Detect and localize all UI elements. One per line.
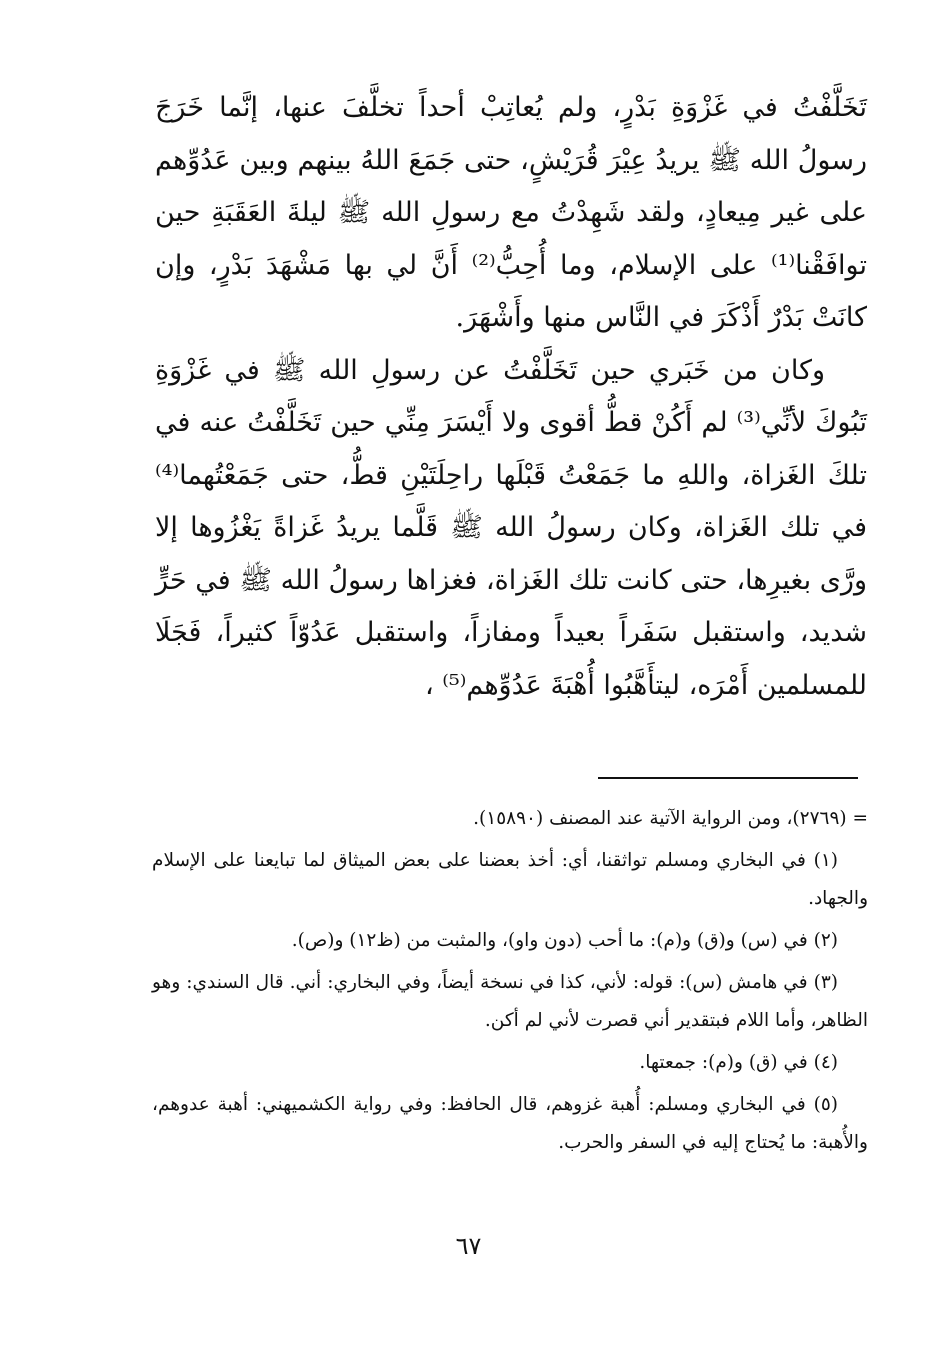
footnotes xyxy=(152,800,868,1166)
footnote-3: (٣) في هامش (س): قوله: لأني، كذا في نسخة أيضاً، وفي البخاري: أني. قال السندي: وهو الظاهر، وأما اللام فبتقدير أني قصرت لأني لم أكن. xyxy=(152,972,868,1031)
main-paragraph-2: وكان من خَبَري حين تَخَلَّفْتُ عن رسولِ الله ﷺ في غَزْوَةِ تَبُوكَ لأنِّي⁽³⁾ لم أَكُنْ قطُّ أقوى ولا أَيْسَرَ مِنِّي حين تَخَلَّفْتُ عنه في تلكَ الغَزاة، واللهِ ما جَمَعْتُ قَبْلَها راحِلَتَيْنِ قطُّ، حتى جَمَعْتُهما⁽⁴⁾ في تلك الغَزاة، وكان رسولُ الله ﷺ قَلَّما يريدُ غَزاةً يَغْزُوها إلا ورَّى بغيرِها، حتى كانت تلك الغَزاة، فغزاها رسولُ الله ﷺ في حَرٍّ شديد، واستقبل سَفَراً بعيداً ومفازاً، واستقبل عَدُوّاً كثيراً، فَجَلَا للمسلمين أَمْرَه، ليتأَهَّبُوا أُهْبَةَ عَدُوِّهم⁽⁵⁾ ، xyxy=(155,354,868,701)
footnote-1: (١) في البخاري ومسلم تواثقنا، أي: أخذ بعضنا على بعض الميثاق لما تبايعنا على الإسلام والجهاد. xyxy=(152,850,868,909)
footnote-4: (٤) في (ق) و(م): جمعتها. xyxy=(639,1052,838,1073)
footnote-2: (٢) في (س) و(ق) و(م): ما أحب (دون واو)، والمثبت من (ظ١٢) و(ص). xyxy=(291,930,838,951)
main-text xyxy=(155,82,867,712)
main-paragraph-1: تَخَلَّفْتُ في غَزْوَةِ بَدْرٍ، ولم يُعاتِبْ أحداً تخلَّفَ عنها، إنَّما خَرَجَ رسولُ الله ﷺ يريدُ عِيْرَ قُرَيْشٍ، حتى جَمَعَ اللهُ بينهم وبين عَدُوِّهم على غير مِيعادٍ، ولقد شَهِدْتُ مع رسولِ الله ﷺ ليلةَ العَقَبَةِ حين توافَقْنا⁽¹⁾ على الإسلام، وما أُحِبُّ⁽²⁾ أَنَّ لي بها مَشْهَدَ بَدْرٍ، وإن كانَتْ بَدْرٌ أَذْكَرَ في النَّاس منها وأَشْهَرَ. xyxy=(155,92,867,333)
footnote-5: (٥) في البخاري ومسلم: أُهبة غزوهم، قال الحافظ: وفي رواية الكشميهني: أهبة عدوهم، والأُهبة: ما يُحتاج إليه في السفر والحرب. xyxy=(152,1094,868,1153)
footnote-continuation: = (٢٧٦٩)، ومن الرواية الآتية عند المصنف (١٥٨٩٠). xyxy=(473,808,868,829)
page-number: ٦٧ xyxy=(455,1232,482,1260)
footnote-divider xyxy=(598,777,858,779)
